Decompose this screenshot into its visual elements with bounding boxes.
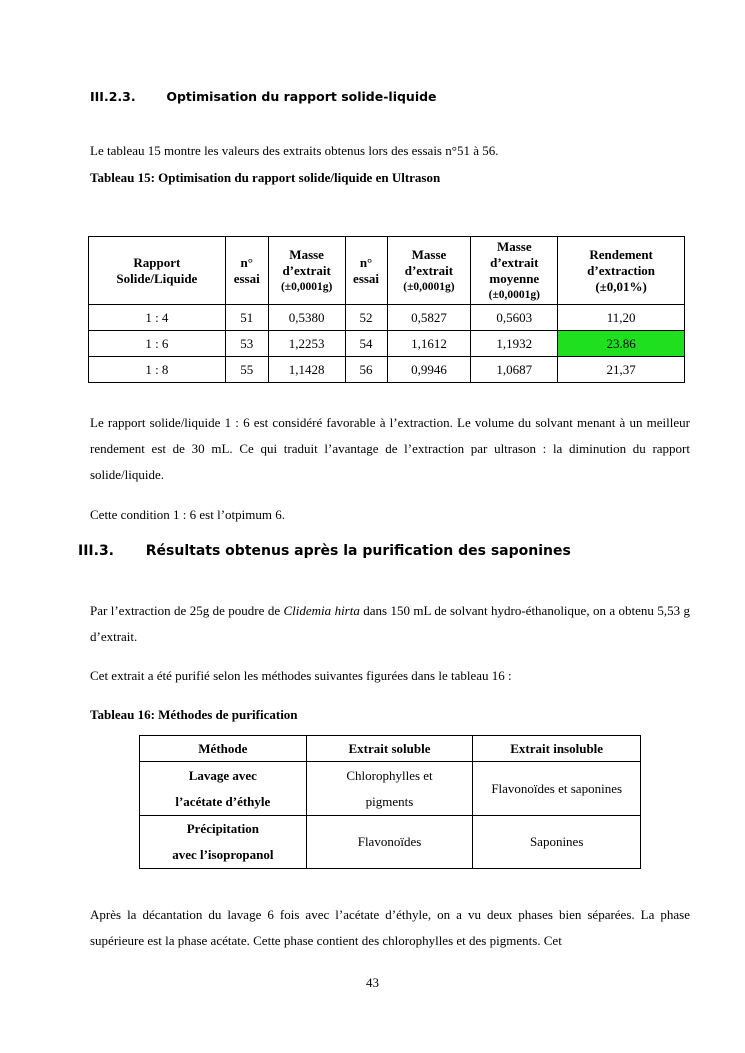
header-rapport: Rapport Solide/Liquide [89, 237, 226, 305]
cell-moyenne: 1,0687 [471, 357, 558, 383]
cell-soluble: Flavonoïdes [306, 816, 473, 869]
table-row [140, 816, 641, 869]
cell-essai: 54 [345, 331, 387, 357]
table15-caption: Tableau 15: Optimisation du rapport solide/liquide en Ultrason [90, 170, 441, 185]
table-row [89, 305, 685, 331]
table-row [89, 357, 685, 383]
intro-paragraph: Le tableau 15 montre les valeurs des extraits obtenus lors des essais n°51 à 56. [90, 143, 499, 158]
cell-rapport: 1 : 8 [89, 357, 226, 383]
cell-methode: Précipitation avec l’isopropanol [140, 816, 307, 869]
table15-header-row [89, 237, 685, 305]
header-masse-moyenne: Masse d’extrait moyenne (±0,0001g) [471, 237, 558, 305]
cell-moyenne: 1,1932 [471, 331, 558, 357]
header-essai-2: n° essai [345, 237, 387, 305]
cell-masse: 1,2253 [268, 331, 345, 357]
header-essai-1: n° essai [225, 237, 268, 305]
cell-moyenne: 0,5603 [471, 305, 558, 331]
cell-rendement: 21,37 [558, 357, 685, 383]
cell-essai: 55 [225, 357, 268, 383]
header-methode: Méthode [140, 736, 307, 762]
cell-essai: 51 [225, 305, 268, 331]
cell-rendement-highlighted: 23.86 [558, 331, 685, 357]
section-title: Résultats obtenus après la purification des saponines [145, 543, 571, 559]
extraction-paragraph: Par l’extraction de 25g de poudre de Clidemia hirta dans 150 mL de solvant hydro-éthanolique, on a obtenu 5,53 g d’extrait. [90, 603, 690, 644]
section-heading-iii-3 [78, 543, 571, 559]
section-title: Optimisation du rapport solide-liquide [166, 89, 437, 104]
cell-essai: 56 [345, 357, 387, 383]
cell-rapport: 1 : 4 [89, 305, 226, 331]
cell-essai: 52 [345, 305, 387, 331]
header-extrait-soluble: Extrait soluble [306, 736, 473, 762]
header-masse-2: Masse d’extrait (±0,0001g) [387, 237, 471, 305]
optimum-paragraph: Cette condition 1 : 6 est l’otpimum 6. [90, 507, 285, 522]
header-masse-1: Masse d’extrait (±0,0001g) [268, 237, 345, 305]
cell-masse: 0,5380 [268, 305, 345, 331]
cell-methode: Lavage avec l’acétate d’éthyle [140, 762, 307, 816]
cell-masse: 1,1428 [268, 357, 345, 383]
cell-insoluble: Saponines [473, 816, 641, 869]
cell-rapport: 1 : 6 [89, 331, 226, 357]
table-row [89, 331, 685, 357]
page-number: 43 [366, 975, 379, 990]
conclusion-paragraph: Le rapport solide/liquide 1 : 6 est considéré favorable à l’extraction. Le volume du solvant menant à un meilleur rendement est de 30 mL. Ce qui traduit l’avantage de l’extraction par ultrason : la diminution du rapport solide/liquide. [90, 415, 690, 482]
cell-masse: 0,5827 [387, 305, 471, 331]
table16 [139, 735, 641, 869]
header-extrait-insoluble: Extrait insoluble [473, 736, 641, 762]
table15 [88, 236, 685, 383]
cell-masse: 0,9946 [387, 357, 471, 383]
table16-caption: Tableau 16: Méthodes de purification [90, 707, 298, 722]
decantation-paragraph: Après la décantation du lavage 6 fois avec l’acétate d’éthyle, on a vu deux phases bien séparées. La phase supérieure est la phase acétate. Cette phase contient des chlorophylles et des pigments. Cet [90, 907, 690, 948]
section-heading-iii-2-3 [90, 89, 437, 104]
header-rendement: Rendement d’extraction (±0,01%) [558, 237, 685, 305]
cell-essai: 53 [225, 331, 268, 357]
cell-insoluble: Flavonoïdes et saponines [473, 762, 641, 816]
cell-masse: 1,1612 [387, 331, 471, 357]
section-number: III.3. [78, 543, 115, 559]
purification-paragraph: Cet extrait a été purifié selon les méthodes suivantes figurées dans le tableau 16 : [90, 668, 512, 683]
cell-rendement: 11,20 [558, 305, 685, 331]
table-row [140, 762, 641, 816]
section-number: III.2.3. [90, 89, 136, 104]
cell-soluble: Chlorophylles et pigments [306, 762, 473, 816]
species-name: Clidemia hirta [283, 603, 360, 618]
table16-header-row [140, 736, 641, 762]
